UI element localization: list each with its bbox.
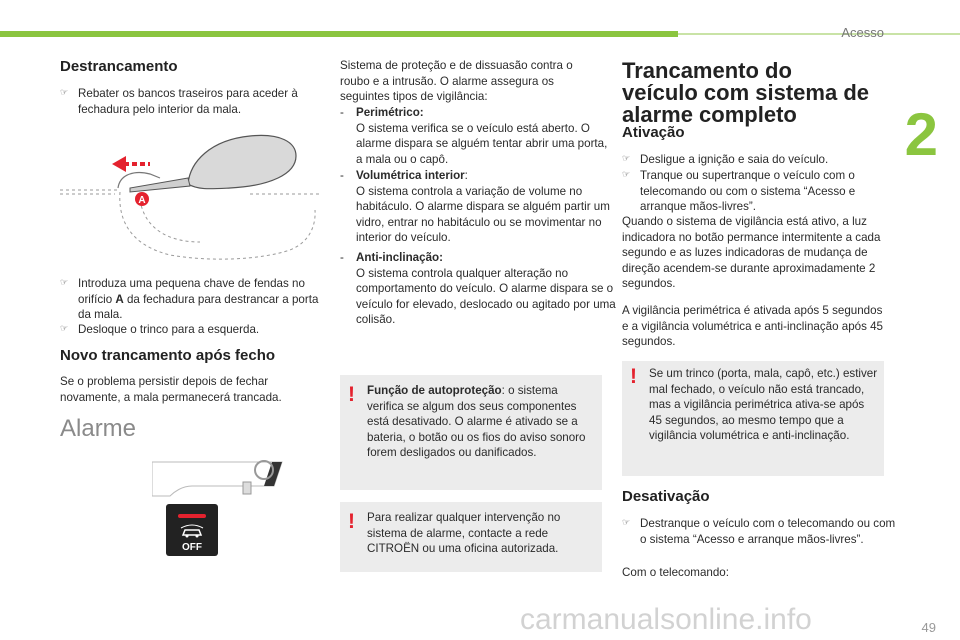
activation-bullet-2 <box>622 168 902 215</box>
heading-alarm: Alarme <box>60 415 137 442</box>
unlock-bullet-1 <box>60 86 328 117</box>
warning-box-unlatched <box>622 361 884 476</box>
header-accent-bar <box>0 31 678 37</box>
chapter-number: 2 <box>904 101 938 168</box>
header-accent-line <box>678 33 960 35</box>
surveillance-item-perimeter <box>340 105 616 167</box>
dash-marker: - <box>340 169 344 182</box>
deactivation-paragraph: Com o telecomando: <box>622 566 729 579</box>
section-title: Acesso <box>841 25 884 40</box>
item-title-suffix: : <box>464 169 468 182</box>
pointing-hand-icon: ☞ <box>60 324 69 334</box>
boot-lock-illustration <box>60 130 320 265</box>
item-text: O sistema verifica se o veículo está aberto. O alarme dispara se alguém tentar abrir uma porta, a mala ou o capô. <box>356 121 608 166</box>
item-text: O sistema controla qualquer alteração no comportamento do veículo. O alarme dispara se o veículo for elevado, deslocado ou agitado por uma colisão. <box>356 266 616 326</box>
warning-bold: Função de autoproteção <box>367 384 502 397</box>
dashboard-illustration <box>152 458 292 498</box>
heading-relock: Novo trancamento após fecho <box>60 347 276 364</box>
exclamation-icon: ! <box>348 510 355 533</box>
exclamation-icon: ! <box>630 365 637 388</box>
activation-paragraph-2: A vigilância perimétrica é ativada após 5 segundos e a vigilância volumétrica e anti-inclinação após 45 segundos. <box>622 304 884 348</box>
bullet-text: Tranque ou supertranque o veículo com o telecomando ou com o sistema “Acesso e arranque mãos-livres”. <box>640 169 856 213</box>
warning-text <box>367 383 595 461</box>
alarm-indicator-light <box>178 514 206 518</box>
pointing-hand-icon: ☞ <box>622 154 631 164</box>
heading-unlocking: Destrancamento <box>60 58 178 75</box>
bullet-text: Rebater os bancos traseiros para aceder à fechadura pelo interior da mala. <box>78 87 298 116</box>
warning-text: Para realizar qualquer intervenção no sistema de alarme, contacte a rede CITROËN ou uma oficina autorizada. <box>367 511 561 555</box>
activation-bullet-1 <box>622 152 902 168</box>
pointing-hand-icon: ☞ <box>60 88 69 98</box>
heading-locking-with-alarm: Trancamento do veículo com sistema de alarme completo <box>622 58 869 127</box>
watermark: carmanualsonline.info <box>520 603 812 636</box>
alarm-intro: Sistema de proteção e de dissuasão contra o roubo e a intrusão. O alarme assegura os seguintes tipos de vigilância: <box>340 59 573 103</box>
exclamation-icon: ! <box>348 383 355 406</box>
bullet-text: Destranque o veículo com o telecomando ou com o sistema “Acesso e arranque mãos-livres”. <box>640 517 896 546</box>
page-number: 49 <box>921 620 936 635</box>
warning-box-self-protection <box>340 375 602 490</box>
heading-activation: Ativação <box>622 124 685 141</box>
arrow-left-icon <box>112 156 150 172</box>
pointing-hand-icon: ☞ <box>622 170 631 180</box>
alarm-off-label: OFF <box>182 542 202 553</box>
unlock-bullet-2 <box>60 276 333 323</box>
item-title: Perimétrico: <box>356 106 424 119</box>
car-alarm-icon <box>180 524 204 538</box>
dash-marker: - <box>340 106 344 119</box>
relock-paragraph: Se o problema persistir depois de fechar novamente, a mala permanecerá trancada. <box>60 375 282 404</box>
unlock-bullet-3 <box>60 322 333 338</box>
item-title: Volumétrica interior <box>356 169 465 182</box>
item-text: O sistema controla a variação de volume no habitáculo. O alarme dispara se alguém partir um vidro, entrar no habitáculo ou se movimentar no interior do veículo. <box>356 184 610 244</box>
alarm-off-button[interactable] <box>166 504 218 556</box>
bullet-text: Desloque o trinco para a esquerda. <box>78 323 260 336</box>
surveillance-item-volumetric <box>340 168 616 246</box>
bullet-text: da fechadura para destrancar a porta da mala. <box>78 292 319 321</box>
surveillance-item-tilt <box>340 250 616 328</box>
bullet-bold: A <box>115 292 124 306</box>
item-title: Anti-inclinação: <box>356 251 443 264</box>
bullet-text: Introduza uma pequena chave de fendas no orifício <box>78 277 305 306</box>
activation-paragraph-1: Quando o sistema de vigilância está ativo, a luz indicadora no botão permance intermitente a cada segundo e as luzes indicadoras de mudança de direção acendem-se durante aproximadamente 2 segundos. <box>622 215 881 290</box>
warning-body: : o sistema verifica se algum dos seus componentes está desativado. O alarme é ativado se a bateria, o botão ou os fios do aviso sonoro forem desligados ou danificados. <box>367 384 586 459</box>
warning-box-service <box>340 502 602 572</box>
bullet-text: Desligue a ignição e saia do veículo. <box>640 153 829 166</box>
heading-deactivation: Desativação <box>622 488 710 505</box>
pointing-hand-icon: ☞ <box>60 278 69 288</box>
label-a-text: A <box>138 195 146 206</box>
pointing-hand-icon: ☞ <box>622 518 631 528</box>
deactivation-bullet-1 <box>622 516 902 547</box>
warning-text: Se um trinco (porta, mala, capô, etc.) estiver mal fechado, o veículo não está trancado, mas a vigilância perimétrica ativa-se após 45 segundos, ao mesmo tempo que a vigilância volumétrica e anti-inclinação. <box>649 367 878 442</box>
dash-marker: - <box>340 251 344 264</box>
